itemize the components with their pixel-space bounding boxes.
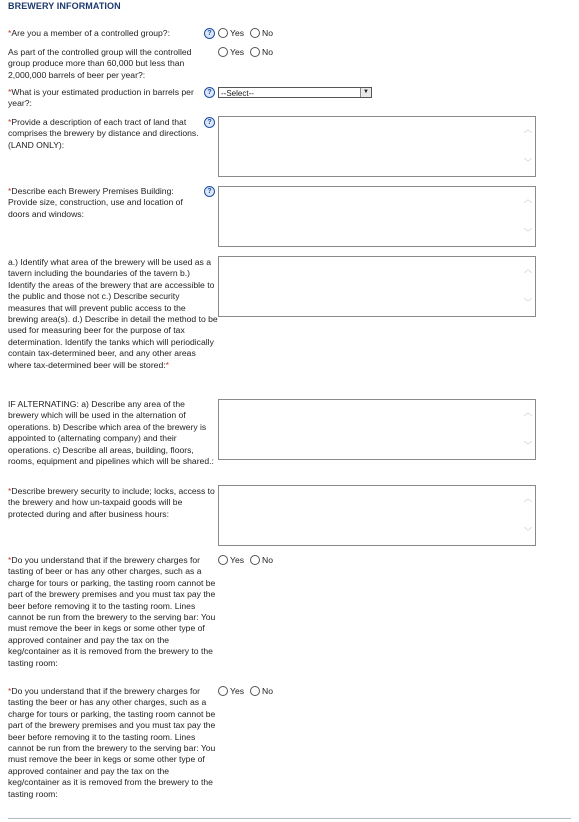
- radio-button-icon: [218, 47, 228, 57]
- question-tasting-charges-2: [8, 686, 218, 800]
- question-label: What is your estimated production in barrels per year?:: [8, 87, 194, 109]
- alternating-textarea[interactable]: [218, 399, 536, 460]
- radio-no-label: No: [262, 47, 274, 57]
- bottom-divider: [8, 818, 571, 819]
- radio-yes[interactable]: [218, 686, 244, 696]
- question-label: Provide a description of each tract of land that comprises the brewery by distance and directions. (LAND ONLY):: [8, 117, 199, 150]
- question-label: As part of the controlled group will the controlled group produce more than 60,000 but less than 2,000,000 barrels of beer per year?:: [8, 47, 192, 80]
- scrollbar[interactable]: [521, 486, 535, 545]
- help-icon[interactable]: ?: [204, 28, 215, 39]
- scrollbar[interactable]: [521, 117, 535, 176]
- required-asterisk: *: [8, 117, 12, 127]
- required-asterisk: *: [8, 555, 12, 565]
- scroll-up-icon[interactable]: ︿: [524, 408, 532, 417]
- required-asterisk: *: [8, 186, 12, 196]
- radio-button-icon: [218, 686, 228, 696]
- radio-button-icon: [218, 555, 228, 565]
- question-tasting-charges-1: [8, 555, 218, 669]
- question-alternating: [8, 399, 214, 467]
- help-icon[interactable]: ?: [204, 117, 215, 128]
- radio-group-controlled-group-production: [218, 47, 276, 57]
- radio-yes-label: Yes: [230, 555, 245, 565]
- question-label: a.) Identify what area of the brewery will be used as a tavern including the boundaries of the tavern b.) Identify the areas of the brewery that are accessible to the public and those not c.) Describe security measures that will prevent public access to the brewing area(s). d.) Describe in detail the method to be used for measuring beer for the purpose of tax determination. Identify the tanks which will periodically contain tax-determined beer, and any other areas where tax-determined beer will be stored:: [8, 257, 218, 370]
- radio-button-icon: [218, 28, 228, 38]
- radio-yes-label: Yes: [230, 47, 245, 57]
- scroll-up-icon[interactable]: ︿: [524, 195, 532, 204]
- brewery-security-textarea[interactable]: [218, 485, 536, 546]
- required-asterisk: *: [8, 87, 12, 97]
- radio-no-label: No: [262, 686, 274, 696]
- estimated-production-select[interactable]: [218, 87, 372, 98]
- radio-yes[interactable]: [218, 555, 244, 565]
- radio-yes-label: Yes: [230, 686, 245, 696]
- question-label: Describe each Brewery Premises Building: Provide size, construction, use and location of doors and windows:: [8, 186, 183, 219]
- question-label: Are you a member of a controlled group?:: [11, 28, 170, 38]
- radio-button-icon: [250, 28, 260, 38]
- scrollbar[interactable]: [521, 257, 535, 316]
- scroll-down-icon[interactable]: ﹀: [524, 298, 532, 307]
- scrollbar[interactable]: [521, 187, 535, 246]
- question-label: Do you understand that if the brewery charges for tasting the beer or has any other charges, such as a charge for tours or parking, the tasting room cannot be part of the brewery premises and you must tax pay the beer before removing it to the tasting room. Lines cannot be run from the brewery to the serving bar: You must remove the beer in kegs or some other type of approved container and pay the tax on the keg/container as it is removed from the brewery to the tasting room:: [8, 686, 216, 799]
- scroll-down-icon[interactable]: ﹀: [524, 527, 532, 536]
- required-asterisk: *: [8, 28, 12, 38]
- scroll-up-icon[interactable]: ︿: [524, 494, 532, 503]
- help-icon[interactable]: ?: [204, 186, 215, 197]
- radio-yes[interactable]: [218, 28, 244, 38]
- section-title: BREWERY INFORMATION: [8, 1, 121, 11]
- question-label: Describe brewery security to include; locks, access to the brewery and how un-taxpaid goods will be protected during and after business hours:: [8, 486, 215, 519]
- radio-group-controlled-group: [218, 28, 276, 38]
- scroll-up-icon[interactable]: ︿: [524, 125, 532, 134]
- radio-button-icon: [250, 555, 260, 565]
- required-asterisk: *: [8, 486, 12, 496]
- scroll-up-icon[interactable]: ︿: [524, 265, 532, 274]
- scroll-down-icon[interactable]: ﹀: [524, 158, 532, 167]
- premises-building-textarea[interactable]: [218, 186, 536, 247]
- question-tavern-areas: [8, 257, 218, 371]
- question-estimated-production: [8, 87, 198, 110]
- radio-no-label: No: [262, 28, 274, 38]
- question-land-description: [8, 117, 202, 151]
- radio-no[interactable]: [250, 47, 273, 57]
- radio-group-tasting-charges-1: [218, 555, 276, 565]
- question-brewery-security: [8, 486, 218, 520]
- radio-no[interactable]: [250, 28, 273, 38]
- land-description-textarea[interactable]: [218, 116, 536, 177]
- question-controlled-group-production: [8, 47, 214, 81]
- radio-yes-label: Yes: [230, 28, 245, 38]
- radio-group-tasting-charges-2: [218, 686, 276, 696]
- required-asterisk: *: [165, 359, 169, 370]
- question-label: IF ALTERNATING: a) Describe any area of the brewery which will be used in the alternation of operations. b) Describe which area of the brewery is appointed to (alternating company) and their operations. c) Describe all areas, building, floors, rooms, equipment and pipelines which will be shared.:: [8, 399, 214, 467]
- scroll-down-icon[interactable]: ﹀: [524, 441, 532, 450]
- radio-button-icon: [250, 686, 260, 696]
- scroll-down-icon[interactable]: ﹀: [524, 228, 532, 237]
- question-premises-building: [8, 186, 202, 220]
- radio-no-label: No: [262, 555, 274, 565]
- radio-no[interactable]: [250, 555, 273, 565]
- question-controlled-group: [8, 28, 214, 39]
- scrollbar[interactable]: [521, 400, 535, 459]
- radio-button-icon: [250, 47, 260, 57]
- radio-yes[interactable]: [218, 47, 244, 57]
- required-asterisk: *: [8, 686, 12, 696]
- help-icon[interactable]: ?: [204, 87, 215, 98]
- radio-no[interactable]: [250, 686, 273, 696]
- question-label: Do you understand that if the brewery charges for tasting of beer or has any other charges, such as a charge for tours or parking, the tasting room cannot be part of the brewery premises and you must tax pay the beer before removing it to the tasting room. Lines cannot be run from the brewery to the serving bar: You must remove the beer in kegs or some other type of approved container and pay the tax on the keg/container as it is removed from the brewery to the tasting room:: [8, 555, 216, 668]
- chevron-down-icon[interactable]: ▼: [360, 88, 371, 97]
- tavern-areas-textarea[interactable]: [218, 256, 536, 317]
- select-value: --Select--: [221, 89, 254, 98]
